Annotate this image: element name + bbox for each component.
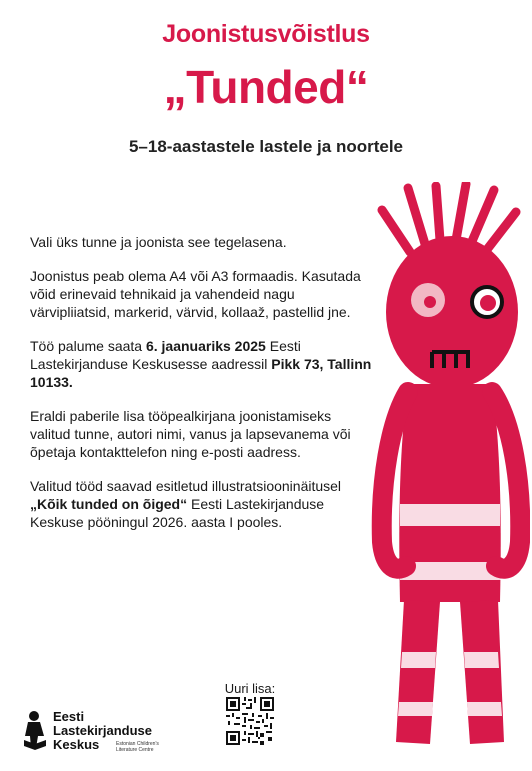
paragraph-exhibition [30,477,375,531]
deadline-date: 6. jaanuariks 2025 [145,338,266,354]
exhibition-text-a: Valitud tööd saavad esitletud illustratsiooninäitusel [30,478,342,494]
reading-child-icon [22,710,48,752]
paragraph-submission [30,337,375,391]
poster-body [30,233,375,547]
submission-text-b: Eesti Lastekirjanduse Keskusesse aadressil [30,338,301,372]
logo-sub-line-2: Literature Centre [116,747,154,753]
creature-illustration [370,182,530,771]
elk-logo[interactable] [22,710,182,756]
qr-code[interactable] [226,697,274,745]
logo-sub-line-1: Estonian Children's [116,741,159,747]
paragraph-format: Joonistus peab olema A4 või A3 formaadis. Kasutada võid erinevaid tehnikaid ja vahendeid nagu värvipliiatsid, markerid, värvid, kollaaž, pastellid jne. [30,268,361,320]
paragraph-label-info: Eraldi paberile lisa tööpealkirjana joonistamiseks valitud tunne, autori nimi, vanus ja lapsevanema või õpetaja kontakttelefon ning e-posti aadress. [30,408,351,460]
paragraph-instruction: Vali üks tunne ja joonista see tegelasena. [30,234,287,250]
poster-title-main: „Tunded“ [163,61,369,113]
poster-subtitle: 5–18-aastastele lastele ja noortele [128,137,404,156]
address: Pikk 73, Tallinn 10133. [30,356,372,390]
exhibition-title: „Kõik tunded on õiged“ [30,496,188,512]
logo-line-2: Lastekirjanduse [53,723,152,738]
logo-line-1: Eesti [53,709,85,724]
poster-title-line1: Joonistusvõistlus [162,20,370,48]
logo-english-name [116,741,159,753]
submission-text-a: Töö palume saata [30,338,146,354]
exhibition-text-b: Eesti Lastekirjanduse Keskuse pööningul 2026. aasta I pooles. [30,496,325,530]
logo-line-3: Keskus [53,737,100,752]
qr-label: Uuri lisa: [224,681,276,696]
